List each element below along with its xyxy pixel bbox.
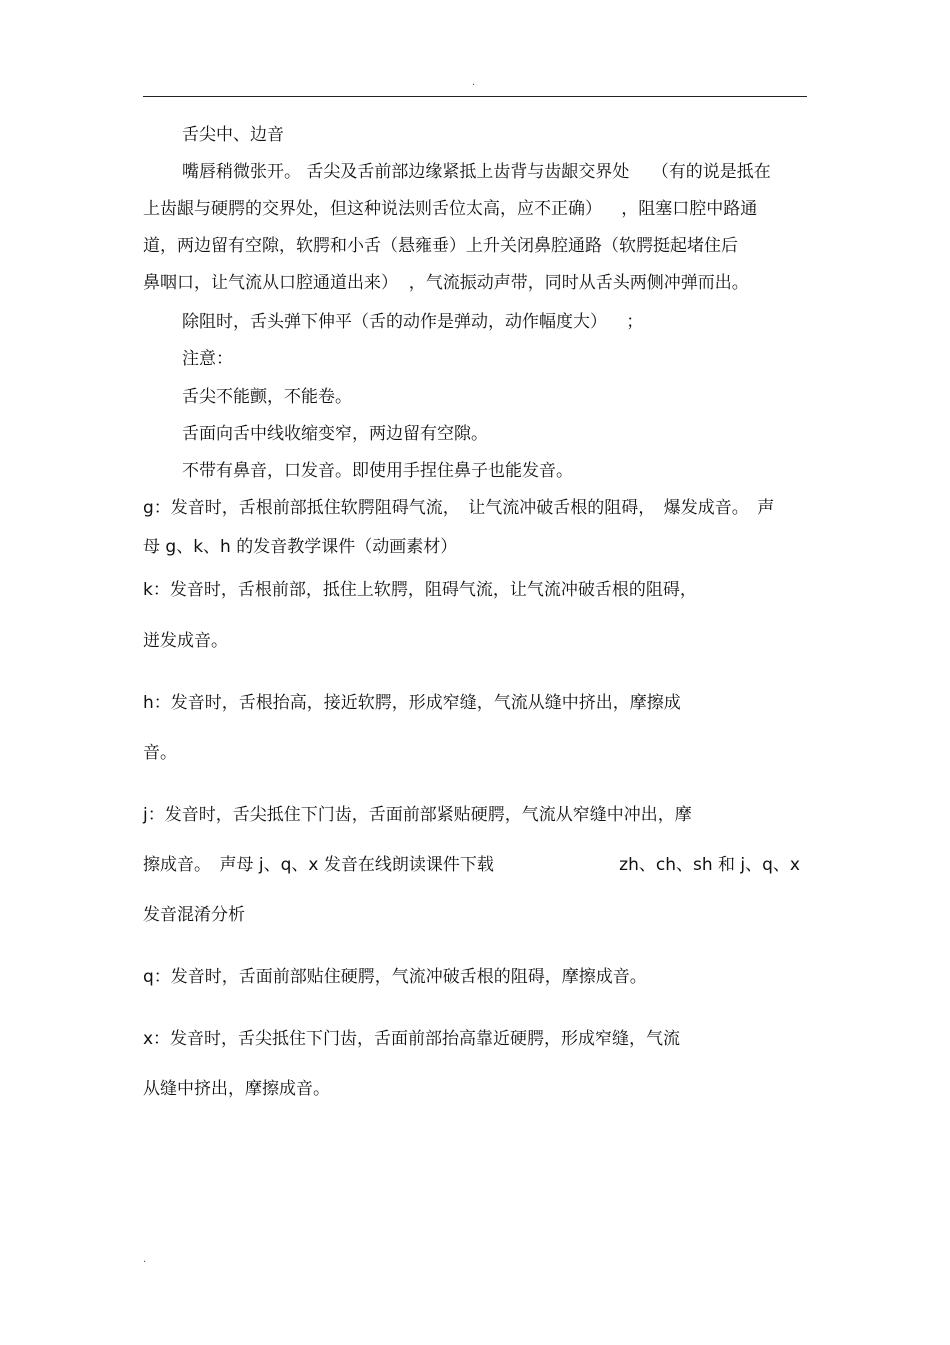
line-text: 擦成音。 声母 j、q、x 发音在线朗读课件下载 (143, 855, 494, 875)
footer-dot: . (143, 1254, 147, 1265)
paragraph-line: 母 g、k、h 的发音教学课件（动画素材） (143, 537, 458, 557)
header-dot: . (472, 77, 476, 88)
paragraph-line: k：发音时，舌根前部，抵住上软腭，阻碍气流，让气流冲破舌根的阻碍， (143, 580, 697, 600)
paragraph-line: g：发音时，舌根前部抵住软腭阻碍气流， 让气流冲破舌根的阻碍， 爆发成音。 声 (143, 498, 775, 518)
paragraph-line: 音。 (143, 743, 177, 763)
paragraph-line: 上齿龈与硬腭的交界处，但这种说法则舌位太高，应不正确） ，阻塞口腔中路通 (143, 199, 758, 219)
header-rule (143, 96, 807, 97)
paragraph-line: 鼻咽口，让气流从口腔通道出来） ，气流振动声带，同时从舌头两侧冲弹而出。 (143, 273, 749, 293)
paragraph-line: 道，两边留有空隙，软腭和小舌（悬雍垂）上升关闭鼻腔通路（软腭挺起堵住后 (143, 236, 738, 256)
section-heading: 舌尖中、边音 (182, 125, 284, 145)
paragraph-line: 发音混淆分析 (143, 905, 245, 925)
paragraph-line: h：发音时，舌根抬高，接近软腭，形成窄缝，气流从缝中挤出，摩擦成 (143, 693, 681, 713)
note-label: 注意： (182, 349, 233, 369)
paragraph-line: 从缝中挤出，摩擦成音。 (143, 1079, 330, 1099)
paragraph-line: 嘴唇稍微张开。 舌尖及舌前部边缘紧抵上齿背与齿龈交界处 （有的说是抵在 (182, 162, 771, 182)
paragraph-line: x：发音时，舌尖抵住下门齿，舌面前部抬高靠近硬腭，形成窄缝，气流 (143, 1029, 681, 1049)
line-text: zh、ch、sh 和 j、q、x (619, 855, 800, 875)
note-item: 舌尖不能颤，不能卷。 (182, 387, 352, 407)
note-item: 不带有鼻音，口发音。即使用手捏住鼻子也能发音。 (182, 461, 573, 481)
paragraph-line: 迸发成音。 (143, 631, 228, 651)
paragraph-line (143, 854, 800, 876)
paragraph-line: j：发音时，舌尖抵住下门齿，舌面前部紧贴硬腭，气流从窄缝中冲出，摩 (143, 805, 692, 825)
note-item: 舌面向舌中线收缩变窄，两边留有空隙。 (182, 424, 488, 444)
paragraph-line: 除阻时，舌头弹下伸平（舌的动作是弹动，动作幅度大） ； (182, 312, 644, 332)
paragraph-line: q：发音时，舌面前部贴住硬腭，气流冲破舌根的阻碍，摩擦成音。 (143, 967, 647, 987)
